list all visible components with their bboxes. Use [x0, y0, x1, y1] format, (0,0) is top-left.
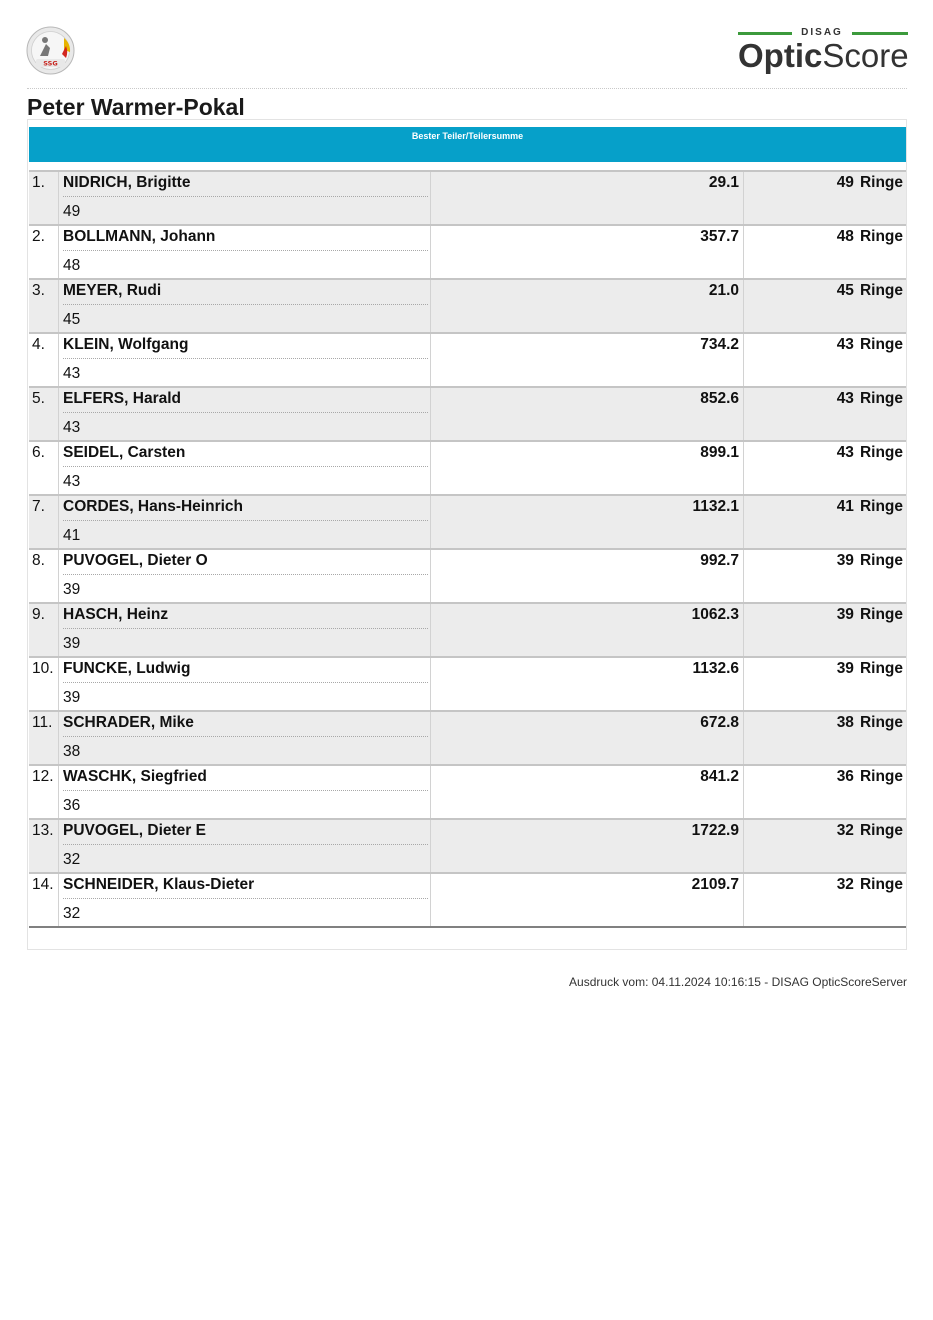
shooter-name: NIDRICH, Brigitte [63, 174, 191, 191]
brand-score-text: Score [822, 37, 909, 74]
page-title: Peter Warmer-Pokal [27, 94, 245, 120]
ringe-unit: Ringe [859, 660, 903, 677]
teiler-cell: 992.7 [432, 550, 744, 602]
table-row [29, 386, 906, 440]
row-divider [63, 898, 428, 899]
shooter-name: HASCH, Heinz [63, 606, 169, 623]
ringe-cell [745, 496, 906, 548]
row-divider [63, 790, 428, 791]
ringe-unit: Ringe [859, 822, 903, 839]
shooter-name: SEIDEL, Carsten [63, 444, 186, 461]
name-cell [59, 496, 431, 548]
table-row [29, 656, 906, 710]
table-row [29, 710, 906, 764]
row-divider [63, 250, 428, 251]
row-divider [63, 628, 428, 629]
rank-cell: 4. [29, 334, 59, 386]
ringe-cell [745, 712, 906, 764]
ringe-value: 32 [836, 876, 854, 893]
name-cell [59, 442, 431, 494]
shooter-name: CORDES, Hans-Heinrich [63, 498, 244, 515]
name-cell [59, 604, 431, 656]
teiler-cell: 1132.1 [432, 496, 744, 548]
table-row [29, 332, 906, 386]
table-row [29, 224, 906, 278]
disag-opticscore-logo [736, 28, 908, 74]
shooter-name: ELFERS, Harald [63, 390, 181, 407]
ringe-unit: Ringe [859, 228, 903, 245]
row-divider [63, 412, 428, 413]
table-row [29, 548, 906, 602]
rank-cell: 9. [29, 604, 59, 656]
table-row [29, 278, 906, 332]
rank-cell: 2. [29, 226, 59, 278]
name-cell [59, 388, 431, 440]
ringe-cell [745, 442, 906, 494]
ringe-value: 43 [836, 444, 854, 461]
teiler-cell: 734.2 [432, 334, 744, 386]
shooter-name: WASCHK, Siegfried [63, 768, 207, 785]
ringe-unit: Ringe [859, 444, 903, 461]
brand-top-text: DISAG [801, 27, 843, 38]
table-row [29, 818, 906, 872]
rank-cell: 3. [29, 280, 59, 332]
ringe-value: 39 [836, 552, 854, 569]
rank-cell: 6. [29, 442, 59, 494]
shooter-sub-value: 41 [63, 527, 81, 544]
row-divider [63, 574, 428, 575]
shooter-sub-value: 32 [63, 905, 81, 922]
name-cell [59, 280, 431, 332]
ringe-value: 43 [836, 336, 854, 353]
ringe-value: 48 [836, 228, 854, 245]
name-cell [59, 712, 431, 764]
ringe-unit: Ringe [859, 174, 903, 191]
rank-cell: 11. [29, 712, 59, 764]
ringe-cell [745, 766, 906, 818]
ringe-cell [745, 280, 906, 332]
shooter-name: PUVOGEL, Dieter O [63, 552, 208, 569]
teiler-cell: 21.0 [432, 280, 744, 332]
table-row [29, 764, 906, 818]
teiler-cell: 1722.9 [432, 820, 744, 872]
row-divider [63, 466, 428, 467]
club-logo-text: SSG [43, 59, 58, 68]
column-header-banner [29, 127, 906, 162]
ringe-value: 39 [836, 660, 854, 677]
shooter-sub-value: 36 [63, 797, 81, 814]
rank-cell: 12. [29, 766, 59, 818]
ringe-value: 43 [836, 390, 854, 407]
shooter-name: BOLLMANN, Johann [63, 228, 216, 245]
row-divider [63, 358, 428, 359]
table-row [29, 170, 906, 224]
ringe-cell [745, 604, 906, 656]
teiler-cell: 2109.7 [432, 874, 744, 926]
rank-cell: 13. [29, 820, 59, 872]
table-row [29, 494, 906, 548]
shooter-name: PUVOGEL, Dieter E [63, 822, 206, 839]
ringe-value: 32 [836, 822, 854, 839]
table-row [29, 872, 906, 928]
shooter-sub-value: 39 [63, 581, 81, 598]
shooter-name: SCHNEIDER, Klaus-Dieter [63, 876, 255, 893]
teiler-cell: 672.8 [432, 712, 744, 764]
ringe-unit: Ringe [859, 876, 903, 893]
ringe-value: 39 [836, 606, 854, 623]
ringe-cell [745, 334, 906, 386]
table-row [29, 602, 906, 656]
print-footer: Ausdruck vom: 04.11.2024 10:16:15 - DISAG OpticScoreServer [569, 975, 907, 989]
teiler-cell: 29.1 [432, 172, 744, 224]
name-cell [59, 172, 431, 224]
row-divider [63, 304, 428, 305]
ringe-unit: Ringe [859, 390, 903, 407]
table-row [29, 440, 906, 494]
rank-cell: 1. [29, 172, 59, 224]
shooter-name: FUNCKE, Ludwig [63, 660, 191, 677]
club-logo [26, 26, 75, 75]
ringe-unit: Ringe [859, 336, 903, 353]
shooter-sub-value: 43 [63, 365, 81, 382]
shooter-sub-value: 39 [63, 635, 81, 652]
ringe-value: 49 [836, 174, 854, 191]
shooter-name: MEYER, Rudi [63, 282, 162, 299]
ringe-value: 38 [836, 714, 854, 731]
ringe-unit: Ringe [859, 768, 903, 785]
ringe-unit: Ringe [859, 714, 903, 731]
row-divider [63, 844, 428, 845]
shooter-sub-value: 38 [63, 743, 81, 760]
teiler-cell: 1132.6 [432, 658, 744, 710]
name-cell [59, 820, 431, 872]
ringe-cell [745, 172, 906, 224]
ringe-unit: Ringe [859, 552, 903, 569]
results-table [29, 170, 906, 928]
ringe-value: 36 [836, 768, 854, 785]
name-cell [59, 874, 431, 926]
row-divider [63, 736, 428, 737]
teiler-cell: 841.2 [432, 766, 744, 818]
teiler-cell: 852.6 [432, 388, 744, 440]
ringe-unit: Ringe [859, 498, 903, 515]
brand-optic-text: Optic [738, 37, 823, 74]
shooter-sub-value: 48 [63, 257, 81, 274]
ringe-value: 41 [836, 498, 854, 515]
ringe-cell [745, 388, 906, 440]
rank-cell: 8. [29, 550, 59, 602]
ringe-unit: Ringe [859, 282, 903, 299]
ringe-value: 45 [836, 282, 854, 299]
rank-cell: 5. [29, 388, 59, 440]
shooter-name: KLEIN, Wolfgang [63, 336, 189, 353]
shooter-sub-value: 43 [63, 419, 81, 436]
shooter-sub-value: 49 [63, 203, 81, 220]
name-cell [59, 334, 431, 386]
shooter-sub-value: 39 [63, 689, 81, 706]
name-cell [59, 226, 431, 278]
rank-cell: 7. [29, 496, 59, 548]
ringe-cell [745, 874, 906, 926]
name-cell [59, 658, 431, 710]
teiler-cell: 899.1 [432, 442, 744, 494]
column-header-label: Bester Teiler/Teilersumme [411, 131, 524, 141]
name-cell [59, 550, 431, 602]
ringe-cell [745, 658, 906, 710]
name-cell [59, 766, 431, 818]
teiler-cell: 1062.3 [432, 604, 744, 656]
teiler-cell: 357.7 [432, 226, 744, 278]
rank-cell: 14. [29, 874, 59, 926]
shooter-sub-value: 43 [63, 473, 81, 490]
ringe-cell [745, 820, 906, 872]
row-divider [63, 196, 428, 197]
ringe-unit: Ringe [859, 606, 903, 623]
shooter-name: SCHRADER, Mike [63, 714, 194, 731]
row-divider [63, 520, 428, 521]
ringe-cell [745, 550, 906, 602]
shooter-sub-value: 45 [63, 311, 81, 328]
row-divider [63, 682, 428, 683]
rank-cell: 10. [29, 658, 59, 710]
header-divider [27, 88, 907, 89]
ringe-cell [745, 226, 906, 278]
shooter-sub-value: 32 [63, 851, 81, 868]
